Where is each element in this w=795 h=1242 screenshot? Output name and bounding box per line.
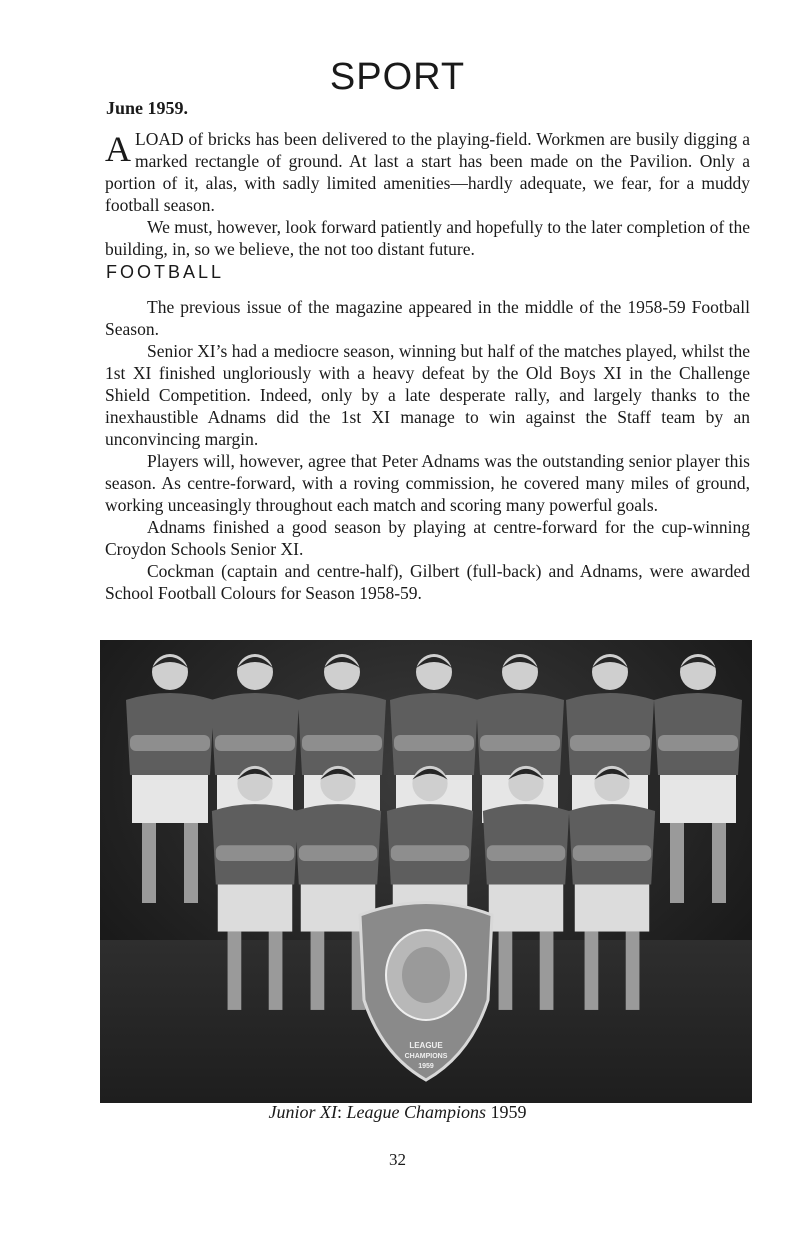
intro-paragraph-2: We must, however, look forward patiently and hopefully to the later completion of the building, in, so we believe, the not too distant future. xyxy=(105,217,750,259)
football-paragraph: Adnams finished a good season by playing at centre-forward for the cup-winning Croydon Schools Senior XI. xyxy=(105,517,750,559)
football-paragraph: Players will, however, agree that Peter Adnams was the outstanding senior player this season. As centre-forward, with a roving commission, he covered many miles of ground, working unceasingly throughout each match and scoring many powerful goals. xyxy=(105,451,750,515)
team-photo xyxy=(100,640,752,1103)
intro-paragraph-1 xyxy=(105,128,750,216)
intro-paragraph-1-text: LOAD of bricks has been delivered to the playing-field. Workmen are busily digging a marked rectangle of ground. At last a start has been made on the Pavilion. Only a portion of it, alas, with sadly limited amenities—hardly adequate, we fear, for a muddy football season. xyxy=(105,129,750,215)
shield-text-line: CHAMPIONS xyxy=(404,1053,448,1060)
football-text xyxy=(105,296,750,604)
intro-text xyxy=(105,128,750,260)
caption-team: Junior XI xyxy=(268,1102,337,1122)
caption-year: 1959 xyxy=(486,1102,527,1122)
team-photo-illustration xyxy=(100,640,752,1103)
caption-title: League Champions xyxy=(346,1102,486,1122)
page-number: 32 xyxy=(389,1150,406,1169)
football-paragraph: Cockman (captain and centre-half), Gilbert (full-back) and Adnams, were awarded School Football Colours for Season 1958-59. xyxy=(105,561,750,603)
shield-text-line: 1959 xyxy=(418,1063,434,1070)
photo-caption xyxy=(0,1102,795,1123)
section-date: June 1959. xyxy=(106,98,189,118)
page-title: SPORT xyxy=(329,56,466,98)
football-paragraph: The previous issue of the magazine appeared in the middle of the 1958-59 Football Season. xyxy=(105,297,750,339)
football-heading: FOOTBALL xyxy=(106,262,225,282)
drop-cap: A xyxy=(105,129,131,169)
caption-separator: : xyxy=(336,1102,347,1122)
football-paragraph: Senior XI’s had a mediocre season, winning but half of the matches played, whilst the 1st XI finished ungloriously with a heavy defeat by the Old Boys XI in the Challenge Shield Competition. Indeed, only by a late desperate rally, and largely thanks to the inexhaustible Adnams did the 1st XI manage to win against the Staff team by an unconvincing margin. xyxy=(105,341,750,449)
shield-text-line: LEAGUE xyxy=(409,1041,443,1050)
